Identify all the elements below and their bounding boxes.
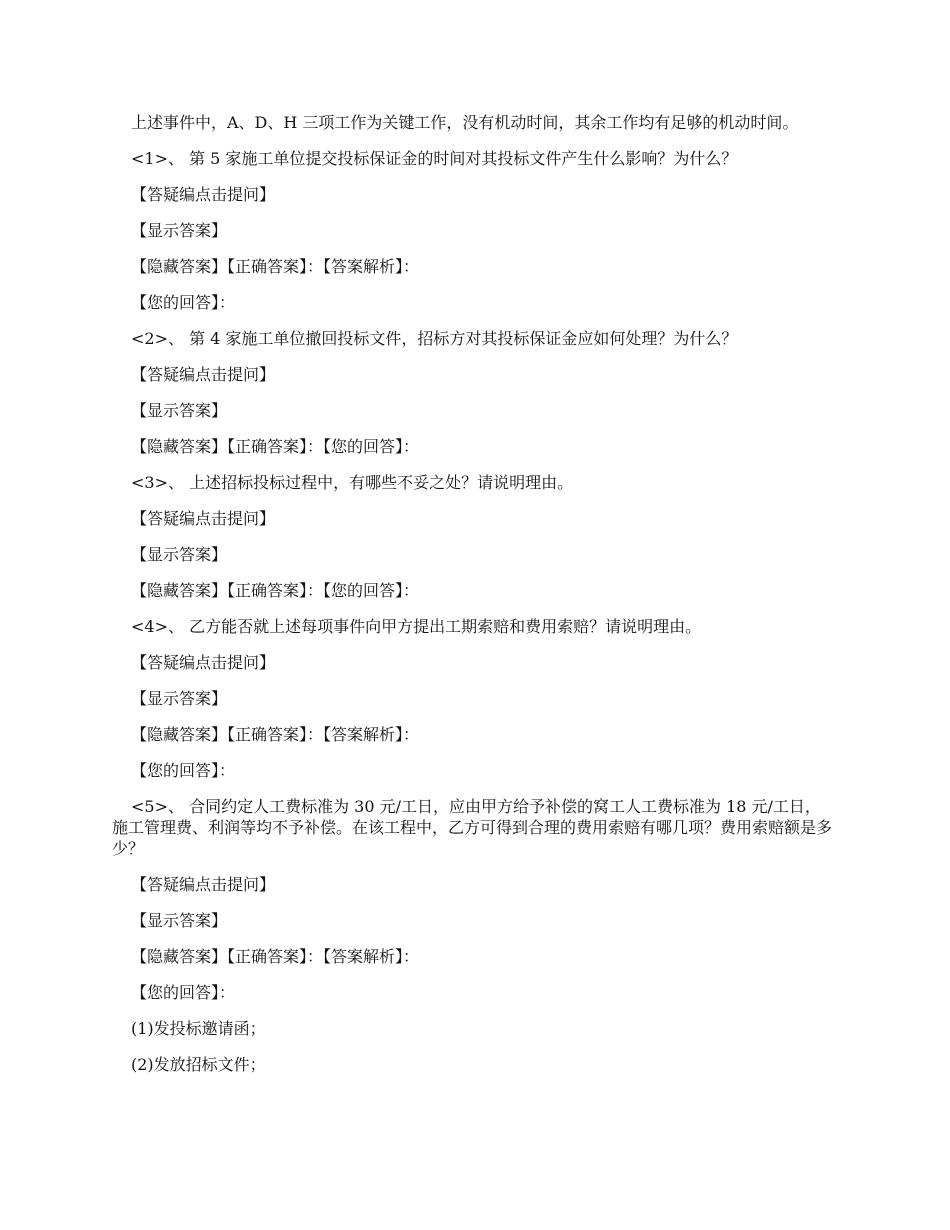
answer-block[interactable]: 【隐藏答案】【正确答案】：【您的回答】：: [131, 581, 420, 600]
question-2: <2>、 第 4 家施工单位撤回投标文件，招标方对其投标保证金应如何处理？为什么？: [131, 329, 738, 348]
ask-question-link[interactable]: 【答疑编点击提问】: [131, 875, 276, 894]
answer-block[interactable]: 【隐藏答案】【正确答案】：【答案解析】：: [131, 725, 420, 744]
answer-block[interactable]: 【隐藏答案】【正确答案】：【答案解析】：: [131, 947, 420, 966]
ask-question-link[interactable]: 【答疑编点击提问】: [131, 185, 276, 204]
question-5: <5>、 合同约定人工费标准为 30 元/工日，应由甲方给予补偿的窝工人工费标准为 18 元/工日，施工管理费、利润等均不予补偿。在该工程中，乙方可得到合理的费用索赔有哪几项？费用索赔额是多少？: [112, 797, 833, 858]
ask-question-link[interactable]: 【答疑编点击提问】: [131, 653, 276, 672]
question-1: <1>、 第 5 家施工单位提交投标保证金的时间对其投标文件产生什么影响？为什么？: [131, 149, 738, 168]
context-paragraph: 上述事件中，A、D、H 三项工作为关键工作，没有机动时间，其余工作均有足够的机动时间。: [131, 113, 799, 132]
show-answer-link[interactable]: 【显示答案】: [131, 221, 228, 240]
list-item: (2)发放招标文件；: [131, 1055, 266, 1074]
question-3: <3>、 上述招标投标过程中，有哪些不妥之处？请说明理由。: [131, 473, 574, 492]
your-answer: 【您的回答】：: [131, 983, 236, 1002]
answer-block[interactable]: 【隐藏答案】【正确答案】：【答案解析】：: [131, 257, 420, 276]
show-answer-link[interactable]: 【显示答案】: [131, 689, 228, 708]
list-item: (1)发投标邀请函；: [131, 1019, 266, 1038]
document-body: [112, 112, 834, 1090]
answer-block[interactable]: 【隐藏答案】【正确答案】：【您的回答】：: [131, 437, 420, 456]
your-answer: 【您的回答】：: [131, 293, 236, 312]
show-answer-link[interactable]: 【显示答案】: [131, 911, 228, 930]
show-answer-link[interactable]: 【显示答案】: [131, 401, 228, 420]
show-answer-link[interactable]: 【显示答案】: [131, 545, 228, 564]
question-4: <4>、 乙方能否就上述每项事件向甲方提出工期索赔和费用索赔？请说明理由。: [131, 617, 702, 636]
your-answer: 【您的回答】：: [131, 761, 236, 780]
ask-question-link[interactable]: 【答疑编点击提问】: [131, 509, 276, 528]
ask-question-link[interactable]: 【答疑编点击提问】: [131, 365, 276, 384]
